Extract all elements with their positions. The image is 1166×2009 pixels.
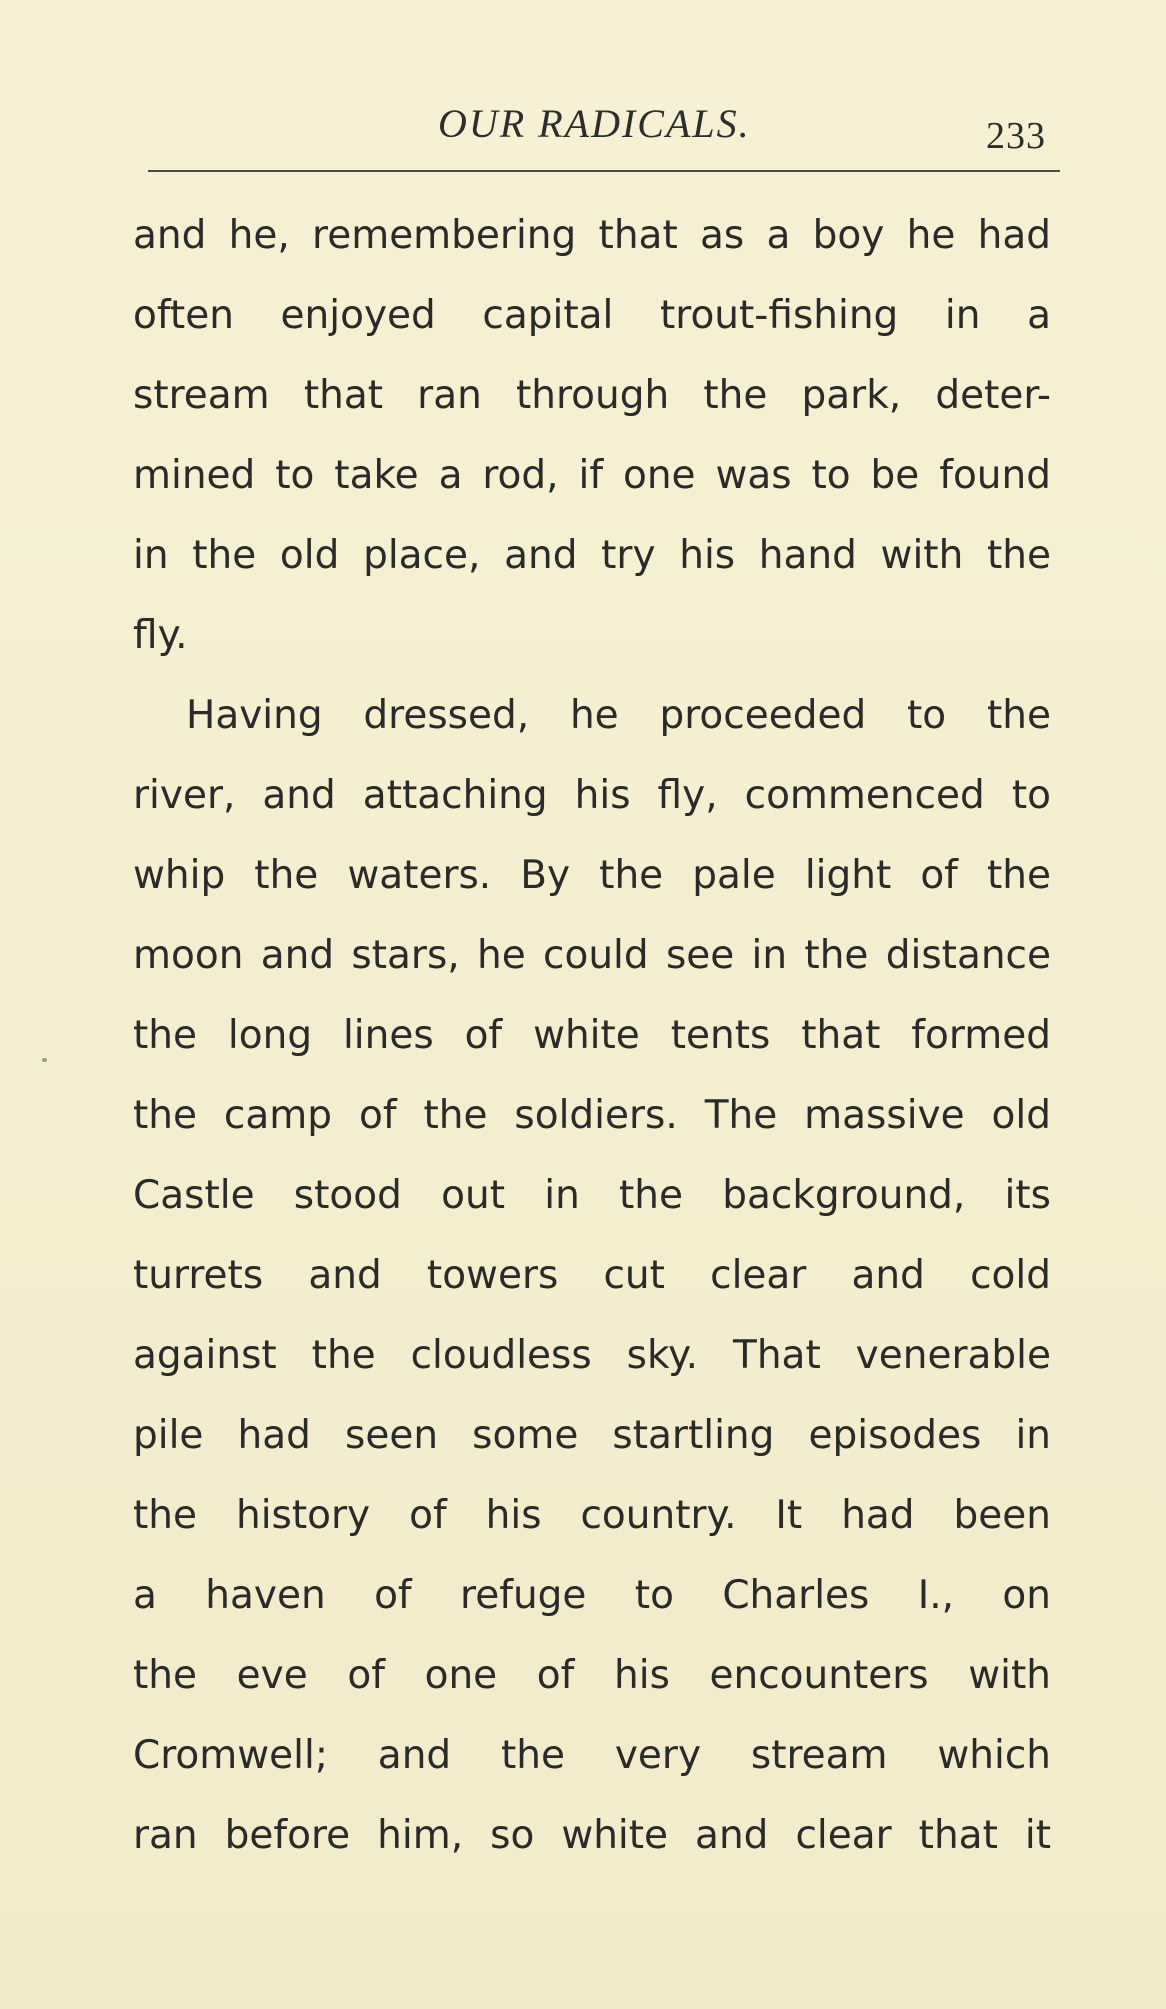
page-number: 233 <box>986 115 1046 157</box>
paragraph-end-line: fly. <box>133 613 188 658</box>
text-line: often enjoyed capital trout-fishing in a <box>133 293 1051 338</box>
text-line: Castle stood out in the background, its <box>133 1173 1051 1218</box>
text-line: a haven of refuge to Charles I., on <box>133 1573 1051 1618</box>
text-line: ran before him, so white and clear that it <box>133 1813 1051 1858</box>
paragraph-start-line: Having dressed, he proceeded to the <box>186 693 1051 738</box>
text-line: pile had seen some startling episodes in <box>133 1413 1051 1458</box>
body-text <box>133 196 1051 1876</box>
text-line: the camp of the soldiers. The massive old <box>133 1093 1051 1138</box>
text-line: Cromwell; and the very stream which <box>133 1733 1051 1778</box>
text-line: in the old place, and try his hand with the <box>133 533 1051 578</box>
margin-speck <box>42 1058 47 1062</box>
text-line: the long lines of white tents that formed <box>133 1013 1051 1058</box>
text-line: moon and stars, he could see in the distance <box>133 933 1051 978</box>
text-line: against the cloudless sky. That venerable <box>133 1333 1051 1378</box>
text-line: whip the waters. By the pale light of the <box>133 853 1051 898</box>
running-title: OUR RADICALS. <box>438 101 751 146</box>
text-line: turrets and towers cut clear and cold <box>133 1253 1051 1298</box>
text-line: the eve of one of his encounters with <box>133 1653 1051 1698</box>
text-line: the history of his country. It had been <box>133 1493 1051 1538</box>
text-line: stream that ran through the park, deter- <box>133 373 1051 418</box>
running-head <box>0 100 1166 160</box>
text-line: mined to take a rod, if one was to be found <box>133 453 1051 498</box>
text-line: and he, remembering that as a boy he had <box>133 213 1051 258</box>
header-rule <box>148 170 1060 172</box>
text-line: river, and attaching his fly, commenced to <box>133 773 1051 818</box>
